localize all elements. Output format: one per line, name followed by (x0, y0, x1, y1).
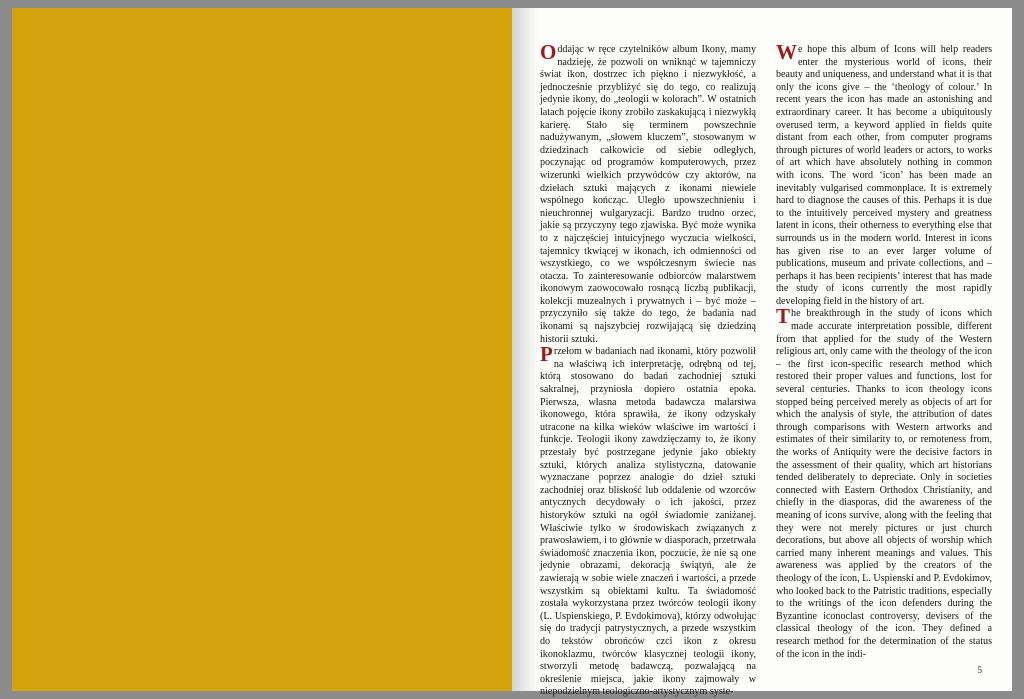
paragraph-pl-2-text: rzełom w badaniach nad ikonami, który pozwolił na właściwą ich interpretację, odrębną od tej, którą stosowano do badań zachodniej sztuki sakralnej, przyniosła dopiero ostatnia epoka. Pierwsza, własna metoda badawcza malarstwa ikonowego, która sprawiła, że ikony odzyskały utracone na kilka wieków właściwe im wartości i funkcje. Teologii ikony zawdzięczamy to, że ikony przestały być postrzegane jedynie jako obiekty sztuki, których analiza stylistyczna, datowanie wyznaczane poprzez analogie do dzieł sztuki zachodniej oraz bliskość lub oddalenie od wzorców antycznych decydowały o ich jakości, przez historyków sztuki na ogół świadomie zaniżanej. Właściwie tylko w środowiskach związanych z prawosławiem, i to głównie w diasporach, przetrwała świadomość znaczenia ikon, poczucie, że nie są one jedynie obrazami, dekoracją świątyń, ale że zawierają w sobie wiele znaczeń i wartości, a przede wszystkim są obiektami kultu. Ta świadomość została wykorzystana przez twórców teologii ikony (L. Uspienskiego, P. Evdokimova), którzy odwołując się do tradycji patrystycznych, a przede wszystkim do tekstów obrońców czci ikon z okresu ikonoklazmu, twórców klasycznej teologii ikony, stworzyli metodę badawczą, pozwalającą na określenie miejsca, jakie ikony zajmowały w niepodzielnym teologiczno-artystycznym syste- (540, 346, 756, 698)
paragraph-en-1-text: e hope this album of Icons will help readers enter the mysterious world of icons, their beauty and uniqueness, and understand what it is that only the icons give – the ‘theology of colour.’ In recent years the icon has made an astonishing and extraordinary career. It has become a ubiquitously overused term, a keyword applied in fields quite distant from each other, from computer programs through pictures of world leaders or actors, to works of art which have absolutely nothing in common with icons. The word ‘icon’ has been made an inevitably vulgarised commonplace. It is extremely hard to diagnose the causes of this. Perhaps it is due to the intuitively perceived mystery and greatness latent in icons, their otherness to everything else that surrounds us in the modern world. Interest in icons has given rise to an ever larger volume of publications, museum and private collections, and – perhaps it has been recipients’ interest that has made the study of icons currently the most rapidly developing field in the history of art. (776, 44, 992, 307)
column-english (776, 40, 992, 664)
page-number: 5 (977, 665, 982, 675)
paragraph-pl-1-text: ddając w ręce czytelników album Ikony, mamy nadzieję, że pozwoli on wniknąć w tajemniczy świat ikon, dostrzec ich piękno i niezwykłość, a jednocześnie przybliżyć się do tego, co realizują jedynie ikony, do „teologii w kolorach”. W ostatnich latach pojęcie ikony zrobiło zaskakującą i niezwykłą karierę. Stało się terminem powszechnie nadużywanym, „słowem kluczem”, stosowanym w dziedzinach całkowicie od siebie odległych, poczynając od programów komputerowych, przez wizerunki wielkich przywódców czy aktorów, na dziełach sztuki mających z ikonami niewiele wspólnego kończąc. Uległo upowszechnieniu i nieuchronnej wulgaryzacji. Bardzo trudno orzec, jakie są przyczyny tego zjawiska. Być może wynika to z najczęściej intuicyjnego wyczucia wielkości, tajemnicy tkwiącej w ikonach, ich odmienności od wszystkiego, co we współczesnym świecie nas otacza. To zainteresowanie odbiorców malarstwem ikonowym zaowocowało rosnącą liczbą publikacji, kolekcji muzealnych i prywatnych i – być może – przyczyniło się także do tego, że badania nad ikonami są najszybciej rozwijającą się dziedziną historii sztuki. (540, 44, 756, 345)
paragraph-pl-2 (540, 342, 756, 699)
text-columns (540, 40, 992, 698)
paragraph-en-2-text: he breakthrough in the study of icons which made accurate interpretation possible, different from that applied for the study of the Western religious art, only came with the theology of the icon – the first icon-specific research method which restored their proper values and functions, lost for several centuries. Thanks to icon theology icons stopped being perceived merely as objects of art for which the analysis of style, the attribution of dates through comparisons with Western artworks and estimates of their similarity to, or remoteness from, the works of Antiquity were the decisive factors in the assessment of their quality, which art historians tended deliberately to depreciate. Only in societies connected with Eastern Orthodox Christianity, and chiefly in the diasporas, did the awareness of the meaning of icons survive, along with the feeling that they were not merely pictures or just church decorations, but above all objects of worship which carried many inherent meanings and values. This awareness was applied by the creators of the theology of the icon, L. Uspienski and P. Evdokimov, who looked back to the Patristic traditions, especially to the writings of the icon defenders during the Byzantine iconoclast controversy, devisers of the classical theology of the icon. They defined a research method for the determination of the status of the icon in the indi- (776, 308, 992, 660)
paragraph-en-2 (776, 304, 992, 661)
column-polish (540, 40, 756, 698)
left-page-blank-yellow (12, 8, 512, 691)
dropcap-w: W (776, 40, 797, 64)
dropcap-p: P (540, 342, 553, 367)
dropcap-t: T (776, 304, 791, 329)
dropcap-o: O (540, 40, 557, 64)
right-page (512, 8, 1012, 698)
paragraph-pl-1 (540, 40, 756, 346)
paragraph-en-1 (776, 40, 992, 308)
